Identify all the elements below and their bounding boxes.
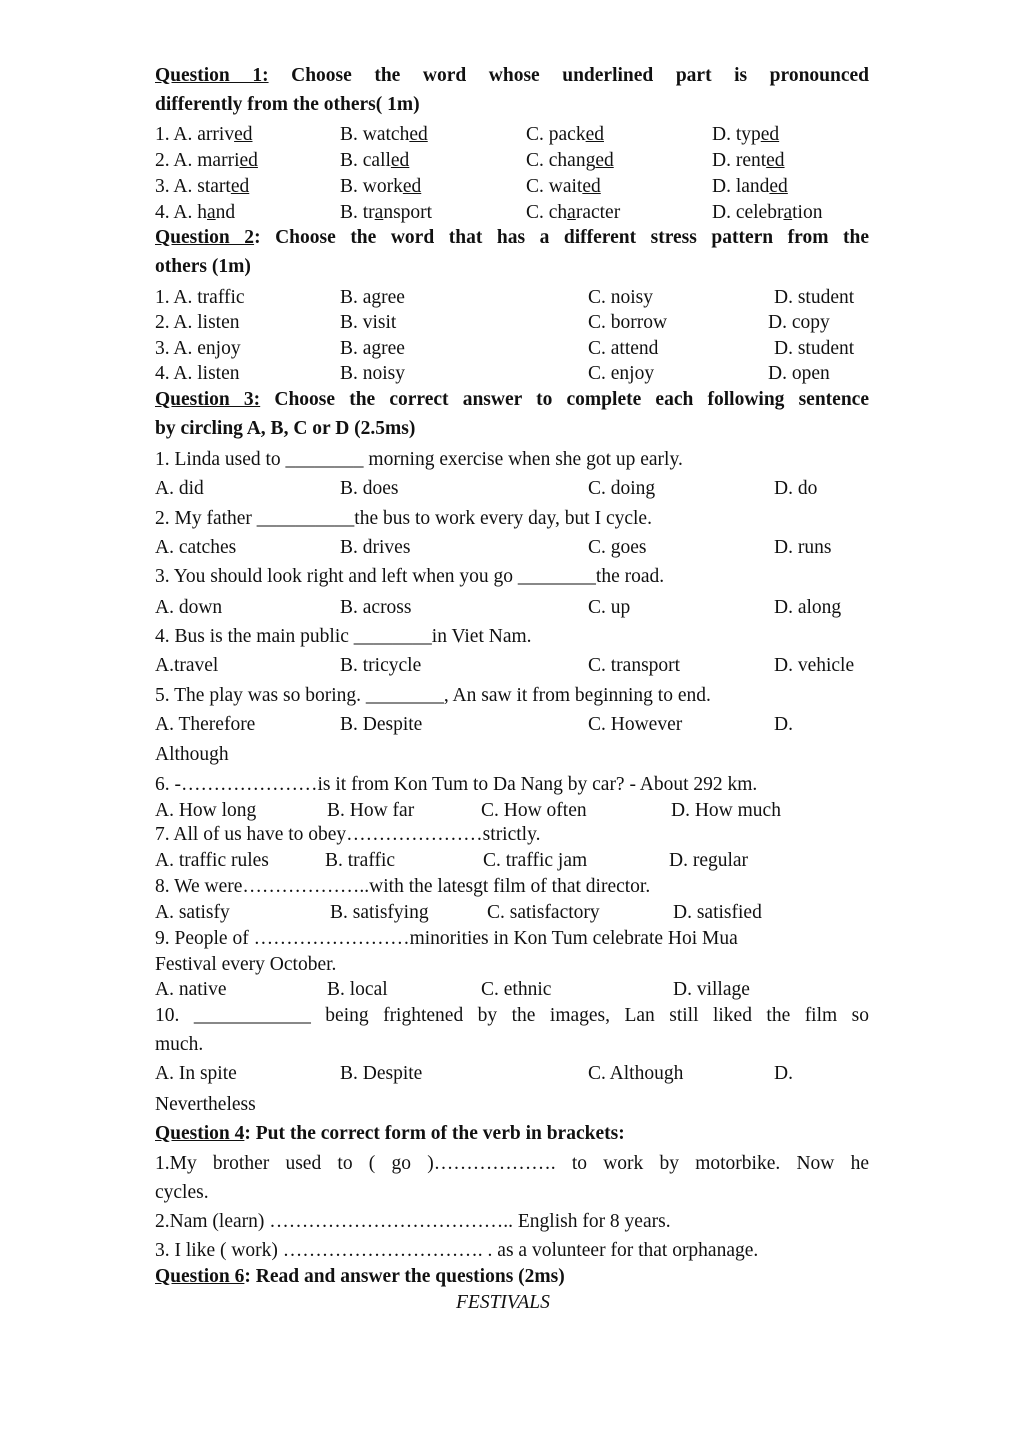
q3-option-a[interactable]: A. traffic rules xyxy=(155,850,269,871)
q2-option-a[interactable]: 4. A. listen xyxy=(155,363,240,384)
q3-option-d[interactable]: D. satisfied xyxy=(673,902,762,923)
q3-option-b[interactable]: B. Despite xyxy=(340,1063,423,1084)
q4-instruction xyxy=(155,1124,625,1144)
q2-option-c[interactable]: C. borrow xyxy=(588,312,668,333)
q3-question-stem-line2: Festival every October. xyxy=(155,954,337,975)
q1-option-c[interactable]: C. waited xyxy=(526,176,601,197)
q3-question-stem: 1. Linda used to ________ morning exercise when she got up early. xyxy=(155,449,683,470)
q2-option-b[interactable]: B. visit xyxy=(340,312,397,333)
q3-option-d[interactable]: D. runs xyxy=(774,537,832,558)
q1-option-d[interactable]: D. rented xyxy=(712,150,785,171)
q4-instruction-text: : Put the correct form of the verb in brackets: xyxy=(244,1123,625,1144)
q4-item-line2: cycles. xyxy=(155,1182,209,1203)
q3-question-stem: 6. -…………………is it from Kon Tum to Da Nang by car? - About 292 km. xyxy=(155,774,758,795)
q3-option-d[interactable]: D. xyxy=(774,1063,793,1084)
q3-option-d[interactable]: D. How much xyxy=(671,800,781,821)
q1-option-c[interactable]: C. packed xyxy=(526,124,604,145)
q3-option-c[interactable]: C. satisfactory xyxy=(487,902,600,923)
q3-question-stem: 7. All of us have to obey…………………strictly. xyxy=(155,824,541,845)
q3-option-d[interactable]: D. do xyxy=(774,478,818,499)
q1-option-d[interactable]: D. landed xyxy=(712,176,788,197)
q6-heading: Question 6 xyxy=(155,1266,245,1287)
q2-option-a[interactable]: 3. A. enjoy xyxy=(155,338,241,359)
q2-option-c[interactable]: C. attend xyxy=(588,338,659,359)
q4-item-line[interactable]: 2.Nam (learn) ……………………………….. English for 8 years. xyxy=(155,1211,671,1232)
q3-option-c[interactable]: C. However xyxy=(588,714,683,735)
q3-heading: Question 3: xyxy=(155,389,261,410)
q2-heading: Question 2 xyxy=(155,227,255,248)
q2-option-b[interactable]: B. agree xyxy=(340,287,405,308)
q2-option-a[interactable]: 1. A. traffic xyxy=(155,287,245,308)
q3-option-c[interactable]: C. How often xyxy=(481,800,587,821)
q3-option-a[interactable]: A. In spite xyxy=(155,1063,237,1084)
q3-option-b[interactable]: B. across xyxy=(340,597,412,618)
q3-option-d[interactable]: D. regular xyxy=(669,850,749,871)
q3-option-d[interactable]: D. xyxy=(774,714,793,735)
q1-option-a[interactable]: 2. A. married xyxy=(155,150,258,171)
q1-option-d[interactable]: D. celebration xyxy=(712,202,823,223)
q3-option-c[interactable]: C. up xyxy=(588,597,631,618)
q2-option-c[interactable]: C. enjoy xyxy=(588,363,655,384)
q3-option-b[interactable]: B. Despite xyxy=(340,714,423,735)
q3-question-stem: 9. People of ……………………minorities in Kon Tum celebrate Hoi Mua xyxy=(155,928,738,949)
q2-instruction-line1 xyxy=(155,228,869,248)
q1-option-b[interactable]: B. watched xyxy=(340,124,428,145)
q3-option-b[interactable]: B. traffic xyxy=(325,850,396,871)
q3-option-b[interactable]: B. local xyxy=(327,979,388,1000)
q2-option-d[interactable]: D. open xyxy=(768,363,830,384)
q1-instruction-line1 xyxy=(155,66,869,86)
q3-option-a[interactable]: A. did xyxy=(155,478,204,499)
q3-question-stem: 10. ____________ being frightened by the images, Lan still liked the film so xyxy=(155,1005,869,1026)
q1-option-b[interactable]: B. transport xyxy=(340,202,433,223)
q3-question-stem-line2: much. xyxy=(155,1034,204,1055)
q3-option-a[interactable]: A. Therefore xyxy=(155,714,256,735)
q3-option-c[interactable]: C. traffic jam xyxy=(483,850,588,871)
q1-option-a[interactable]: 1. A. arrived xyxy=(155,124,253,145)
q3-option-a[interactable]: A. satisfy xyxy=(155,902,230,923)
q2-option-d[interactable]: D. copy xyxy=(768,312,830,333)
q6-instruction-text: : Read and answer the questions (2ms) xyxy=(244,1266,565,1287)
q1-heading: Question 1: xyxy=(155,65,269,86)
q3-option-c[interactable]: C. doing xyxy=(588,478,656,499)
q3-question-stem: 3. You should look right and left when you go ________the road. xyxy=(155,566,665,587)
q2-option-b[interactable]: B. noisy xyxy=(340,363,406,384)
q1-option-c[interactable]: C. changed xyxy=(526,150,614,171)
q1-option-c[interactable]: C. character xyxy=(526,202,621,223)
q3-option-c[interactable]: C. transport xyxy=(588,655,681,676)
q6-instruction xyxy=(155,1267,565,1287)
q3-option-b[interactable]: B. satisfying xyxy=(330,902,429,923)
q3-option-b[interactable]: B. drives xyxy=(340,537,411,558)
q3-instruction-line2: by circling A, B, C or D (2.5ms) xyxy=(155,418,416,439)
q3-option-d[interactable]: D. along xyxy=(774,597,842,618)
q3-instruction-line1 xyxy=(155,390,869,410)
q2-option-b[interactable]: B. agree xyxy=(340,338,405,359)
q3-option-a[interactable]: A. native xyxy=(155,979,227,1000)
q3-option-b[interactable]: B. How far xyxy=(327,800,415,821)
q3-option-d[interactable]: D. vehicle xyxy=(774,655,855,676)
q2-option-d[interactable]: D. student xyxy=(774,287,855,308)
q3-instruction-text: Choose the correct answer to complete each following sentence xyxy=(260,389,869,410)
q3-option-c[interactable]: C. ethnic xyxy=(481,979,552,1000)
q2-instruction-line2: others (1m) xyxy=(155,256,251,277)
q3-question-stem: 2. My father __________the bus to work every day, but I cycle. xyxy=(155,508,652,529)
passage-title: FESTIVALS xyxy=(456,1292,550,1313)
q3-option-a[interactable]: A. down xyxy=(155,597,223,618)
q3-question-stem: 5. The play was so boring. ________, An saw it from beginning to end. xyxy=(155,685,711,706)
q2-option-a[interactable]: 2. A. listen xyxy=(155,312,240,333)
q4-item-line[interactable]: 1.My brother used to ( go )………………. to work by motorbike. Now he xyxy=(155,1153,869,1174)
q1-instruction-text: Choose the word whose underlined part is pronounced xyxy=(291,65,870,86)
q1-instruction-line2: differently from the others( 1m) xyxy=(155,94,420,115)
q3-question-stem: 8. We were………………..with the latesgt film of that director. xyxy=(155,876,651,897)
q3-option-b[interactable]: B. tricycle xyxy=(340,655,422,676)
q3-option-b[interactable]: B. does xyxy=(340,478,399,499)
q3-question-stem: 4. Bus is the main public ________in Viet Nam. xyxy=(155,626,532,647)
q2-option-c[interactable]: C. noisy xyxy=(588,287,654,308)
q3-option-a[interactable]: A. catches xyxy=(155,537,237,558)
q3-option-c[interactable]: C. Although xyxy=(588,1063,684,1084)
q2-instruction-text: : Choose the word that has a different stress pattern from the xyxy=(254,227,869,248)
q3-option-d-wrap[interactable]: Nevertheless xyxy=(155,1094,256,1115)
q4-heading: Question 4 xyxy=(155,1123,245,1144)
q1-option-d[interactable]: D. typed xyxy=(712,124,780,145)
q1-option-b[interactable]: B. worked xyxy=(340,176,422,197)
q3-option-a[interactable]: A.travel xyxy=(155,655,219,676)
q3-option-a[interactable]: A. How long xyxy=(155,800,257,821)
q1-option-b[interactable]: B. called xyxy=(340,150,410,171)
q1-option-a[interactable]: 3. A. started xyxy=(155,176,250,197)
q3-option-d[interactable]: D. village xyxy=(673,979,750,1000)
q1-option-a[interactable]: 4. A. hand xyxy=(155,202,236,223)
q4-item-line[interactable]: 3. I like ( work) …………………………. . as a volunteer for that orphanage. xyxy=(155,1240,759,1261)
q3-option-d-wrap[interactable]: Although xyxy=(155,744,229,765)
q2-option-d[interactable]: D. student xyxy=(774,338,855,359)
q3-option-c[interactable]: C. goes xyxy=(588,537,647,558)
